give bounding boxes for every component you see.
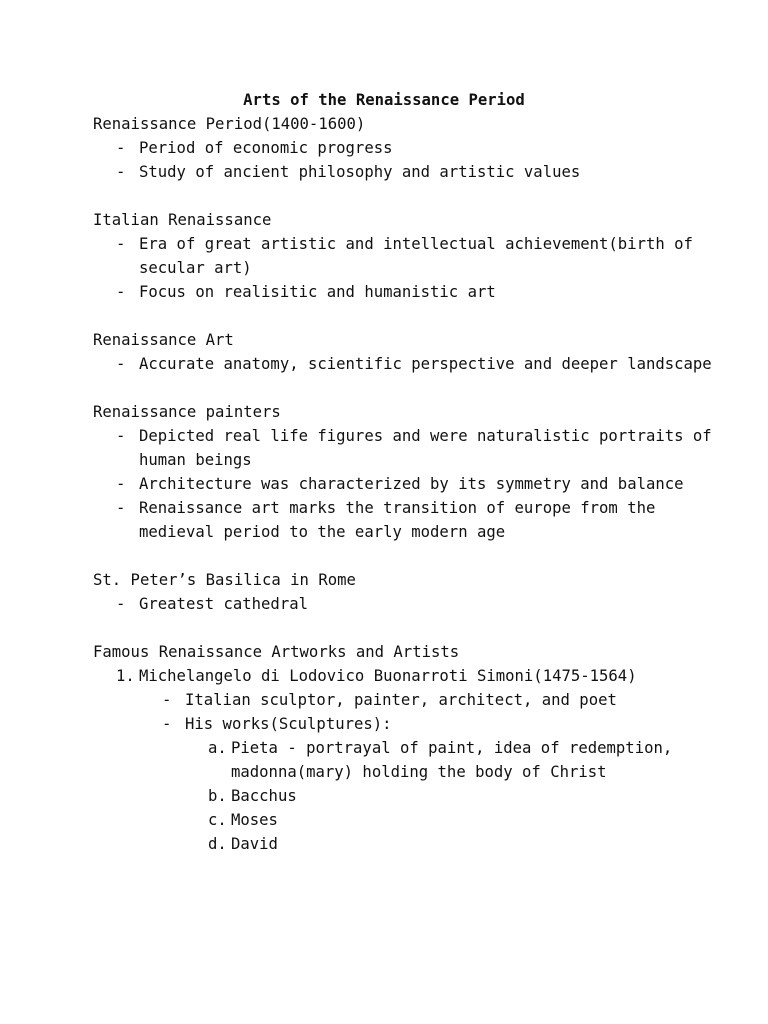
list-item-text: Architecture was characterized by its symmetry and balance xyxy=(139,475,684,493)
list-item xyxy=(93,280,733,304)
list-item-text: Italian sculptor, painter, architect, and poet xyxy=(185,691,617,709)
work-text: David xyxy=(231,835,278,853)
letter-marker: b. xyxy=(208,787,227,805)
work-text: Moses xyxy=(231,811,278,829)
bullet-marker: - xyxy=(116,235,126,253)
list-item xyxy=(93,592,733,616)
bullet-marker: - xyxy=(116,499,126,517)
bullet-marker: - xyxy=(116,475,126,493)
section-heading: Italian Renaissance xyxy=(93,211,272,229)
list-item-text: His works(Sculptures): xyxy=(185,715,392,733)
section-st-peters-basilica xyxy=(93,568,733,616)
list-item xyxy=(93,472,733,496)
section-renaissance-painters xyxy=(93,400,733,544)
list-item xyxy=(93,688,733,712)
list-item xyxy=(93,160,733,184)
bullet-marker: - xyxy=(116,139,126,157)
list-item xyxy=(93,424,733,472)
section-heading: Renaissance Period(1400-1600) xyxy=(93,115,366,133)
work-item xyxy=(93,784,733,808)
list-item-text: Study of ancient philosophy and artistic values xyxy=(139,163,581,181)
bullet-marker: - xyxy=(162,715,172,733)
bullet-marker: - xyxy=(162,691,172,709)
bullet-marker: - xyxy=(116,355,126,373)
section-heading: Renaissance Art xyxy=(93,331,234,349)
work-text: Pieta - portrayal of paint, idea of redemption, madonna(mary) holding the body of Christ xyxy=(231,739,673,781)
list-item-text: Renaissance art marks the transition of europe from the medieval period to the early modern age xyxy=(139,499,656,541)
section-renaissance-art xyxy=(93,328,733,376)
work-item xyxy=(93,832,733,856)
bullet-marker: - xyxy=(116,283,126,301)
document-title: Arts of the Renaissance Period xyxy=(243,91,525,109)
list-item-text: Accurate anatomy, scientific perspective and deeper landscape xyxy=(139,355,712,373)
list-item-text: Greatest cathedral xyxy=(139,595,308,613)
section-heading: Renaissance painters xyxy=(93,403,281,421)
section-renaissance-period xyxy=(93,112,733,184)
bullet-marker: - xyxy=(116,595,126,613)
list-item-text: Period of economic progress xyxy=(139,139,393,157)
artist-name: Michelangelo di Lodovico Buonarroti Simoni(1475-1564) xyxy=(139,667,637,685)
list-item xyxy=(93,496,733,544)
list-item xyxy=(93,232,733,280)
work-text: Bacchus xyxy=(231,787,297,805)
letter-marker: a. xyxy=(208,739,227,757)
list-item xyxy=(93,136,733,160)
list-item-text: Focus on realisitic and humanistic art xyxy=(139,283,496,301)
section-heading: St. Peter’s Basilica in Rome xyxy=(93,571,356,589)
bullet-marker: - xyxy=(116,163,126,181)
section-famous-artworks xyxy=(93,640,733,856)
letter-marker: c. xyxy=(208,811,227,829)
section-italian-renaissance xyxy=(93,208,733,304)
number-marker: 1. xyxy=(116,667,135,685)
numbered-item xyxy=(93,664,733,688)
letter-marker: d. xyxy=(208,835,227,853)
list-item-text: Era of great artistic and intellectual achievement(birth of secular art) xyxy=(139,235,693,277)
list-item-text: Depicted real life figures and were naturalistic portraits of human beings xyxy=(139,427,712,469)
bullet-marker: - xyxy=(116,427,126,445)
work-item xyxy=(93,736,733,784)
document-body xyxy=(93,112,733,856)
list-item xyxy=(93,712,733,736)
work-item xyxy=(93,808,733,832)
section-heading: Famous Renaissance Artworks and Artists xyxy=(93,643,460,661)
list-item xyxy=(93,352,733,376)
